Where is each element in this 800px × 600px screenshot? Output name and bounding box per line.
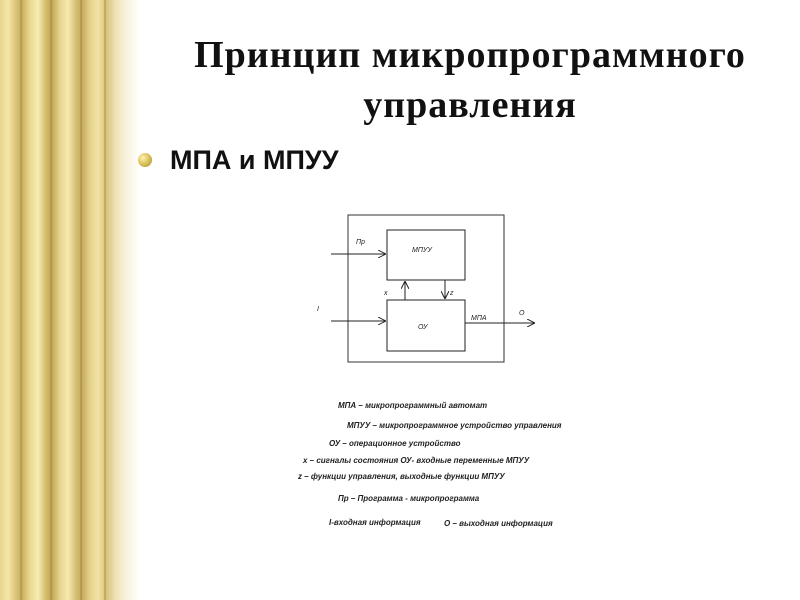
legend-mpuu: МПУУ – микропрограммное устройство управления — [347, 421, 562, 430]
bullet-text: МПА и МПУУ — [170, 144, 339, 175]
block-ou-label: ОУ — [418, 324, 428, 331]
outer-frame — [348, 215, 504, 362]
legend-z: z – функции управления, выходные функции МПУУ — [298, 472, 505, 481]
signal-z-label: z — [450, 290, 454, 297]
legend-ou: ОУ – операционное устройство — [329, 439, 461, 448]
legend-input-info: I-входная информация — [329, 518, 421, 527]
legend-x: x – сигналы состояния ОУ- входные переменные МПУУ — [303, 456, 530, 465]
program-input-label: Пр — [356, 239, 365, 246]
legend-mpa: МПА – микропрограммный автомат — [338, 401, 488, 410]
legend-program: Пр – Программа - микропрограмма — [338, 494, 480, 503]
output-o-label: O — [519, 310, 525, 317]
block-mpuu-label: МПУУ — [412, 247, 432, 254]
block-mpuu — [387, 230, 465, 280]
output-mpa-label: МПА — [471, 315, 487, 322]
signal-x-label: x — [384, 290, 388, 297]
slide-title-line1: Принцип микропрограммного — [194, 34, 746, 76]
info-input-label: I — [317, 306, 319, 313]
slide-title-line2: управления — [363, 84, 577, 126]
legend-output-info: О – выходная информация — [444, 519, 553, 528]
